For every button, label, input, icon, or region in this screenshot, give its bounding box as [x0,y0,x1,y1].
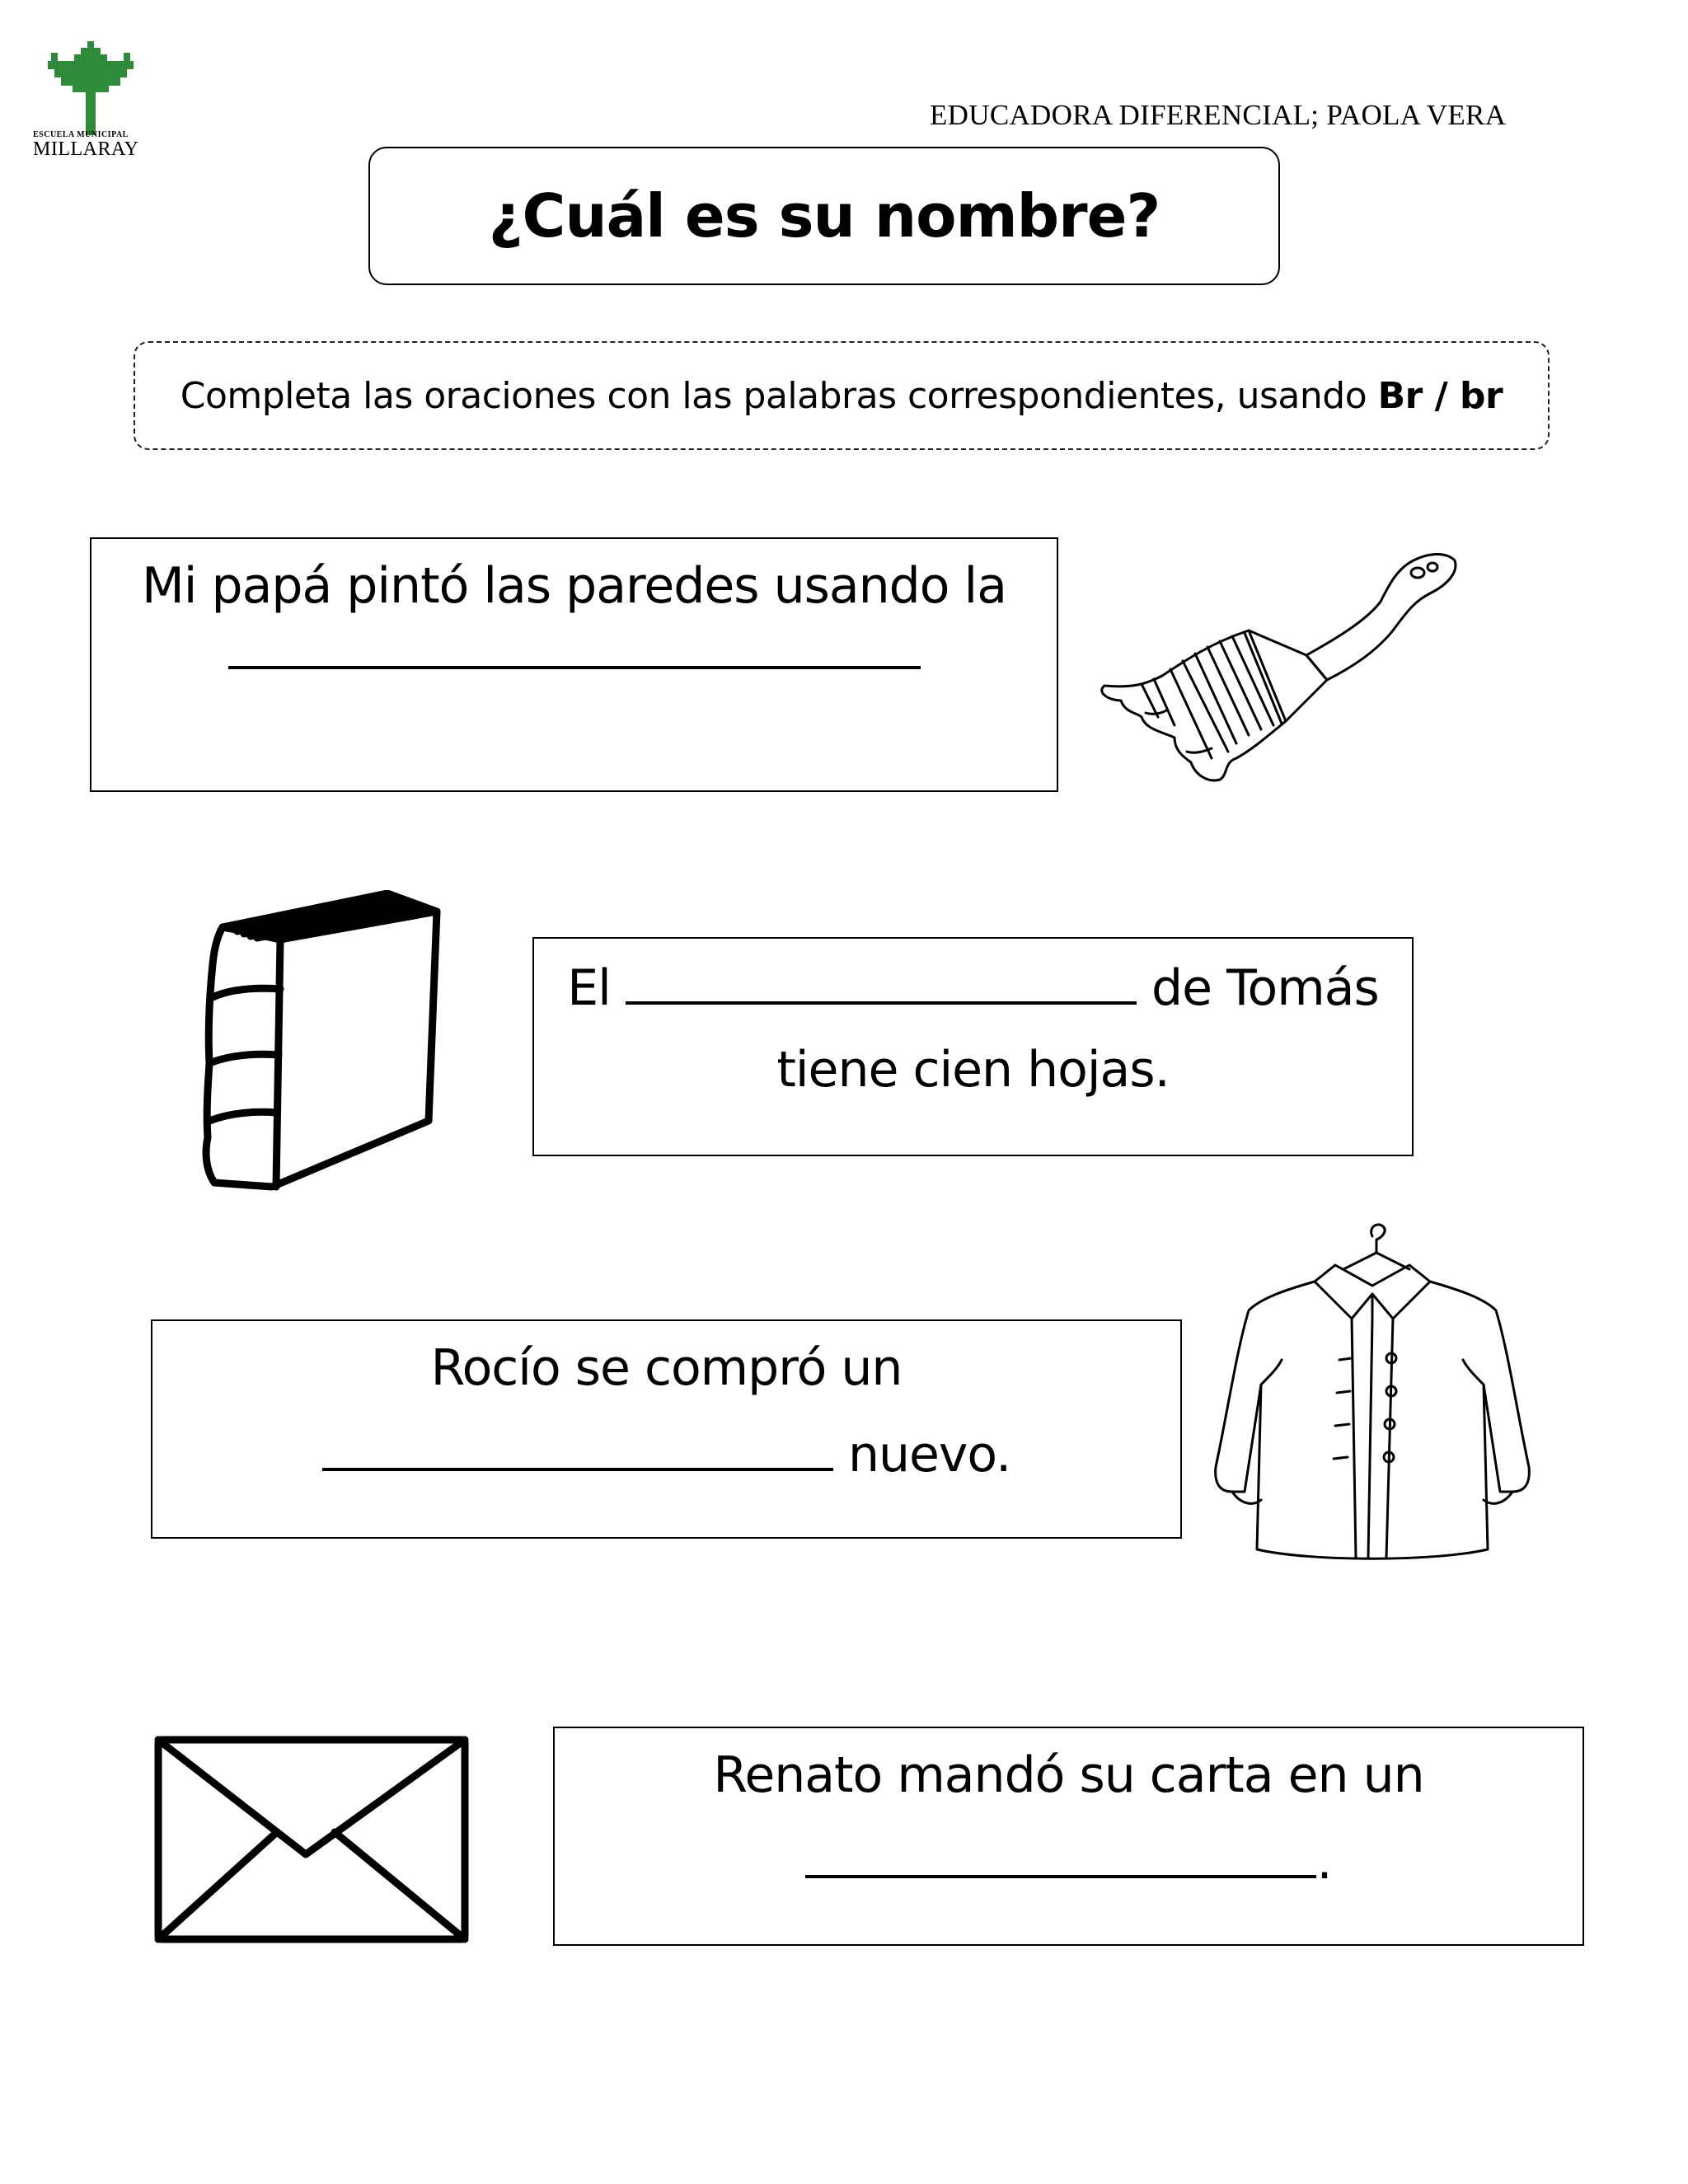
sentence-2-line-2: tiene cien hojas. [776,1041,1170,1099]
instructions [181,375,1503,417]
coat-icon [1212,1220,1533,1574]
teacher-name: EDUCADORA DIFERENCIAL; PAOLA VERA [930,99,1507,131]
sentence-4-line-2 [555,1830,1582,1891]
sentence-1-text: Mi papá pintó las paredes usando la [142,557,1006,615]
sentence-3-line-1: Rocío se compró un [430,1339,903,1397]
instructions-box [134,341,1550,450]
page-title: ¿Cuál es su nombre? [488,181,1160,251]
sentence-3-line-2 [152,1423,1180,1483]
book-icon [198,890,445,1195]
instructions-bold: Br / br [1377,374,1503,417]
sentence-box-1 [90,537,1058,792]
paintbrush-icon [1096,536,1471,799]
answer-blank-4[interactable] [805,1830,1316,1878]
title-box [368,147,1280,285]
envelope-icon [153,1735,470,1944]
answer-blank-2[interactable] [626,957,1137,1005]
answer-blank-1[interactable] [228,621,921,669]
sentence-3-after: nuevo. [847,1426,1011,1483]
sentence-4-after: . [1316,1833,1332,1891]
sentence-box-2 [532,937,1414,1156]
answer-blank-3[interactable] [322,1423,833,1471]
instructions-text: Completa las oraciones con las palabras correspondientes, usando [180,374,1378,417]
sentence-2-before: El [567,959,611,1017]
sentence-box-4 [553,1727,1584,1946]
school-name-small: ESCUELA MUNICIPAL [33,130,129,139]
school-name: MILLARAY [33,138,139,160]
sentence-2-line-1 [534,957,1412,1017]
sentence-4-line-1: Renato mandó su carta en un [713,1746,1424,1804]
sentence-box-3 [151,1319,1182,1539]
sentence-2-after: de Tomás [1151,959,1379,1017]
